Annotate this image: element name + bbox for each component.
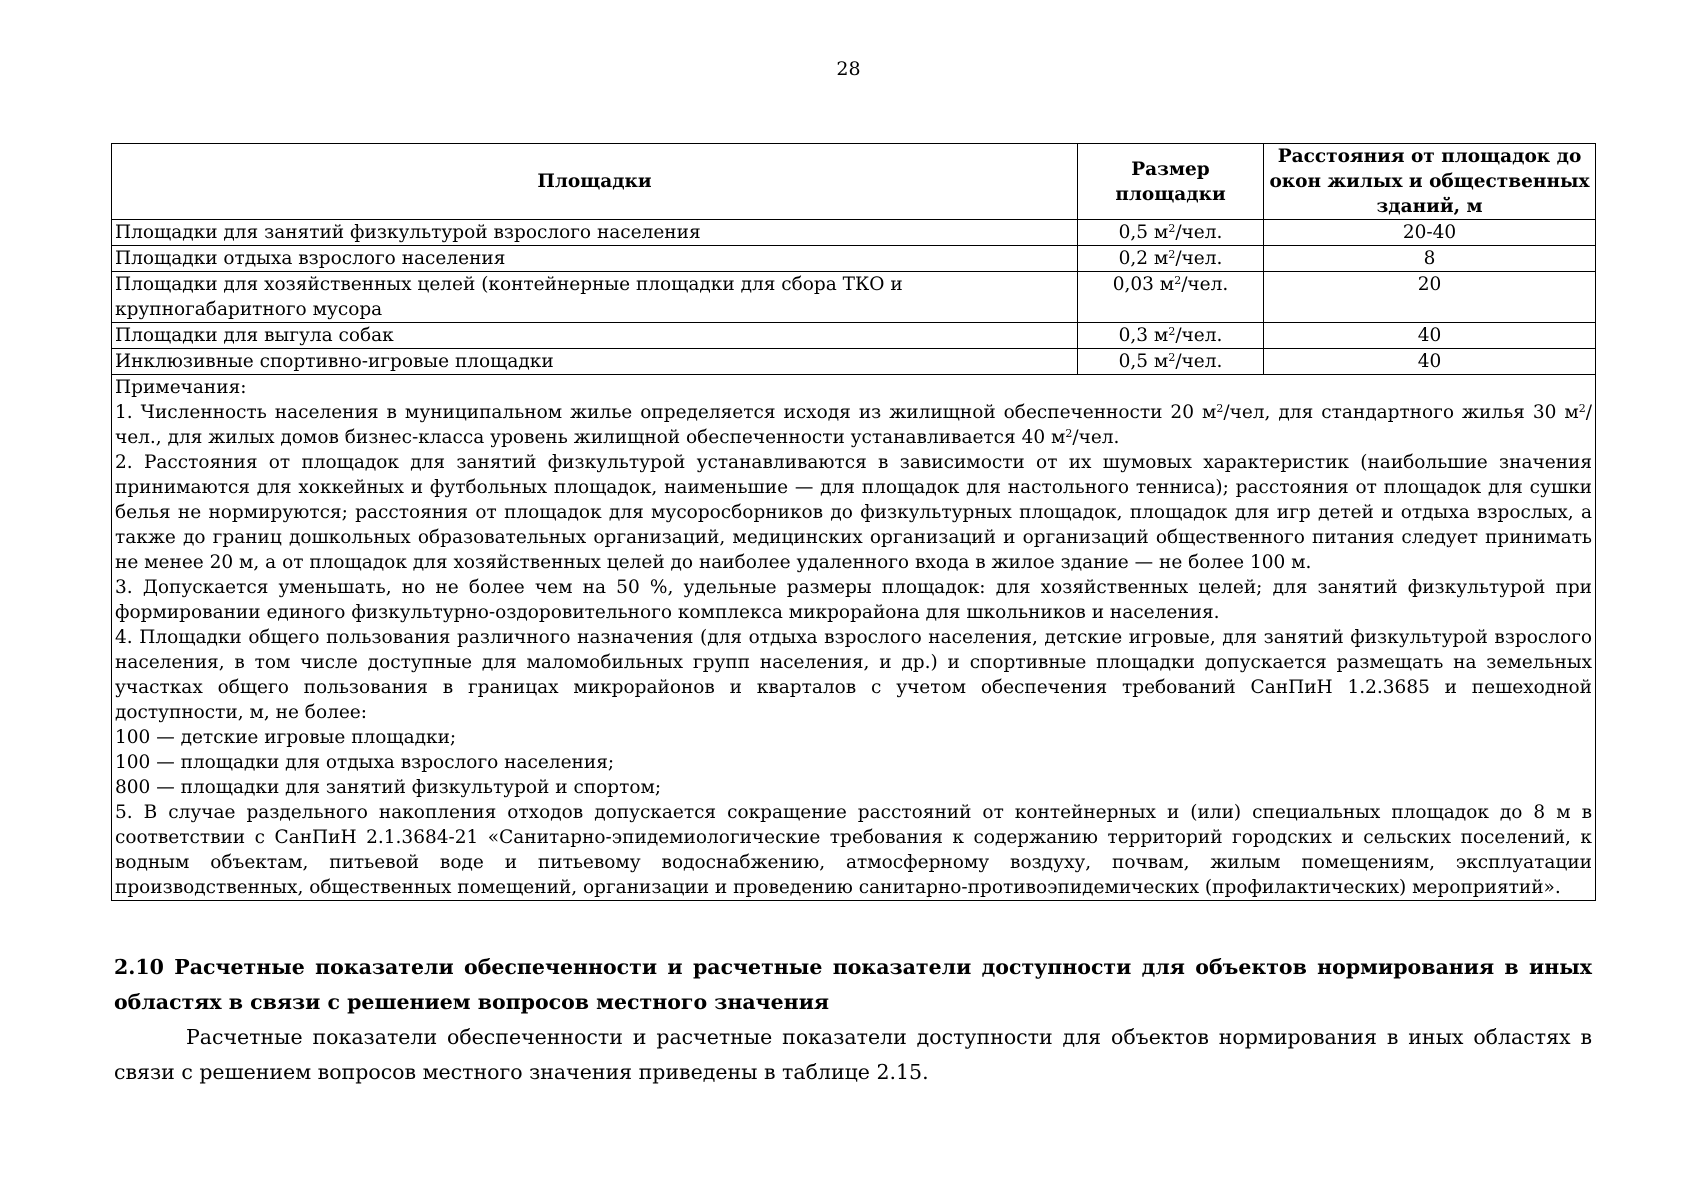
section-heading: 2.10 Расчетные показатели обеспеченности и расчетные показатели доступности для объектов нормирования в иных областях в связи с решением вопросов местного значения	[114, 955, 1592, 1014]
table-row	[112, 272, 1596, 323]
row-name: Площадки отдыха взрослого населения	[112, 246, 1078, 272]
row-distance: 40	[1264, 323, 1596, 349]
section-2-10	[114, 950, 1592, 1090]
note-4-item: 800 — площадки для занятий физкультурой и спортом;	[115, 777, 662, 798]
table-row	[112, 323, 1596, 349]
row-size: 0,5 $м^2$/чел.	[1078, 349, 1264, 375]
row-size: 0,3 $м^2$/чел.	[1078, 323, 1264, 349]
row-size: 0,03 $м^2$/чел.	[1078, 272, 1264, 323]
note-4: 4. Площадки общего пользования различного назначения (для отдыха взрослого населения, детские игровые, для занятий физкультурой взрослого населения, в том числе доступные для маломобильных групп населения, и др.) и спортивные площадки допускается размещать на земельных участках общего пользования в границах микрорайонов и кварталов с учетом обеспечения требований СанПиН 1.2.3685 и пешеходной доступности, м, не более:	[115, 627, 1592, 723]
row-name: Площадки для занятий физкультурой взрослого населения	[112, 220, 1078, 246]
row-size: 0,5 $м^2$/чел.	[1078, 220, 1264, 246]
note-4-item: 100 — площадки для отдыха взрослого населения;	[115, 752, 615, 773]
row-distance: 20-40	[1264, 220, 1596, 246]
row-distance: 40	[1264, 349, 1596, 375]
note-1: 1. Численность населения в муниципальном жилье определяется исходя из жилищной обеспеченности 20 $м^2$/чел, для стандартного жилья 30 $м^2$/чел., для жилых домов бизнес-класса уровень жилищной обеспеченности устанавливается 40 $м^2$/чел.	[115, 402, 1592, 448]
header-size: Размер площадки	[1078, 144, 1264, 220]
note-5: 5. В случае раздельного накопления отходов допускается сокращение расстояний от контейнерных и (или) специальных площадок до 8 м в соответствии с СанПиН 2.1.3684-21 «Санитарно-эпидемиологические требования к содержанию территорий городских и сельских поселений, к водным объектам, питьевой воде и питьевому водоснабжению, атмосферному воздуху, почвам, жилым помещениям, эксплуатации производственных, общественных помещений, организации и проведению санитарно-противоэпидемических (профилактических) мероприятий».	[115, 802, 1592, 898]
row-distance: 20	[1264, 272, 1596, 323]
row-name: Инклюзивные спортивно-игровые площадки	[112, 349, 1078, 375]
section-paragraph: Расчетные показатели обеспеченности и расчетные показатели доступности для объектов нормирования в иных областях в связи с решением вопросов местного значения приведены в таблице 2.15.	[114, 1025, 1592, 1084]
note-4-item: 100 — детские игровые площадки;	[115, 727, 457, 748]
notes-title: Примечания:	[115, 377, 247, 398]
row-size: 0,2 $м^2$/чел.	[1078, 246, 1264, 272]
header-sites: Площадки	[112, 144, 1078, 220]
table-row	[112, 246, 1596, 272]
row-name: Площадки для хозяйственных целей (контейнерные площадки для сбора ТКО и крупногабаритного мусора	[112, 272, 1078, 323]
note-3: 3. Допускается уменьшать, но не более чем на 50 %, удельные размеры площадок: для хозяйственных целей; для занятий физкультурой при формировании единого физкультурно-оздоровительного комплекса микрорайона для школьников и населения.	[115, 577, 1592, 623]
note-2: 2. Расстояния от площадок для занятий физкультурой устанавливаются в зависимости от их шумовых характеристик (наибольшие значения принимаются для хоккейных и футбольных площадок, наименьшие — для площадок для настольного тенниса); расстояния от площадок для сушки белья не нормируются; расстояния от площадок для мусоросборников до физкультурных площадок, площадок для игр детей и отдыха взрослых, а также до границ дошкольных образовательных организаций, медицинских организаций и организаций общественного питания следует принимать не менее 20 м, а от площадок для хозяйственных целей до наиболее удаленного входа в жилое здание — не более 100 м.	[115, 452, 1592, 573]
norms-table	[111, 143, 1596, 901]
table-header-row	[112, 144, 1596, 220]
row-distance: 8	[1264, 246, 1596, 272]
header-distance: Расстояния от площадок до окон жилых и общественных зданий, м	[1264, 144, 1596, 220]
table-row	[112, 349, 1596, 375]
page-number: 28	[836, 58, 861, 80]
notes-cell	[112, 375, 1596, 901]
table-row	[112, 220, 1596, 246]
row-name: Площадки для выгула собак	[112, 323, 1078, 349]
notes-row	[112, 375, 1596, 901]
